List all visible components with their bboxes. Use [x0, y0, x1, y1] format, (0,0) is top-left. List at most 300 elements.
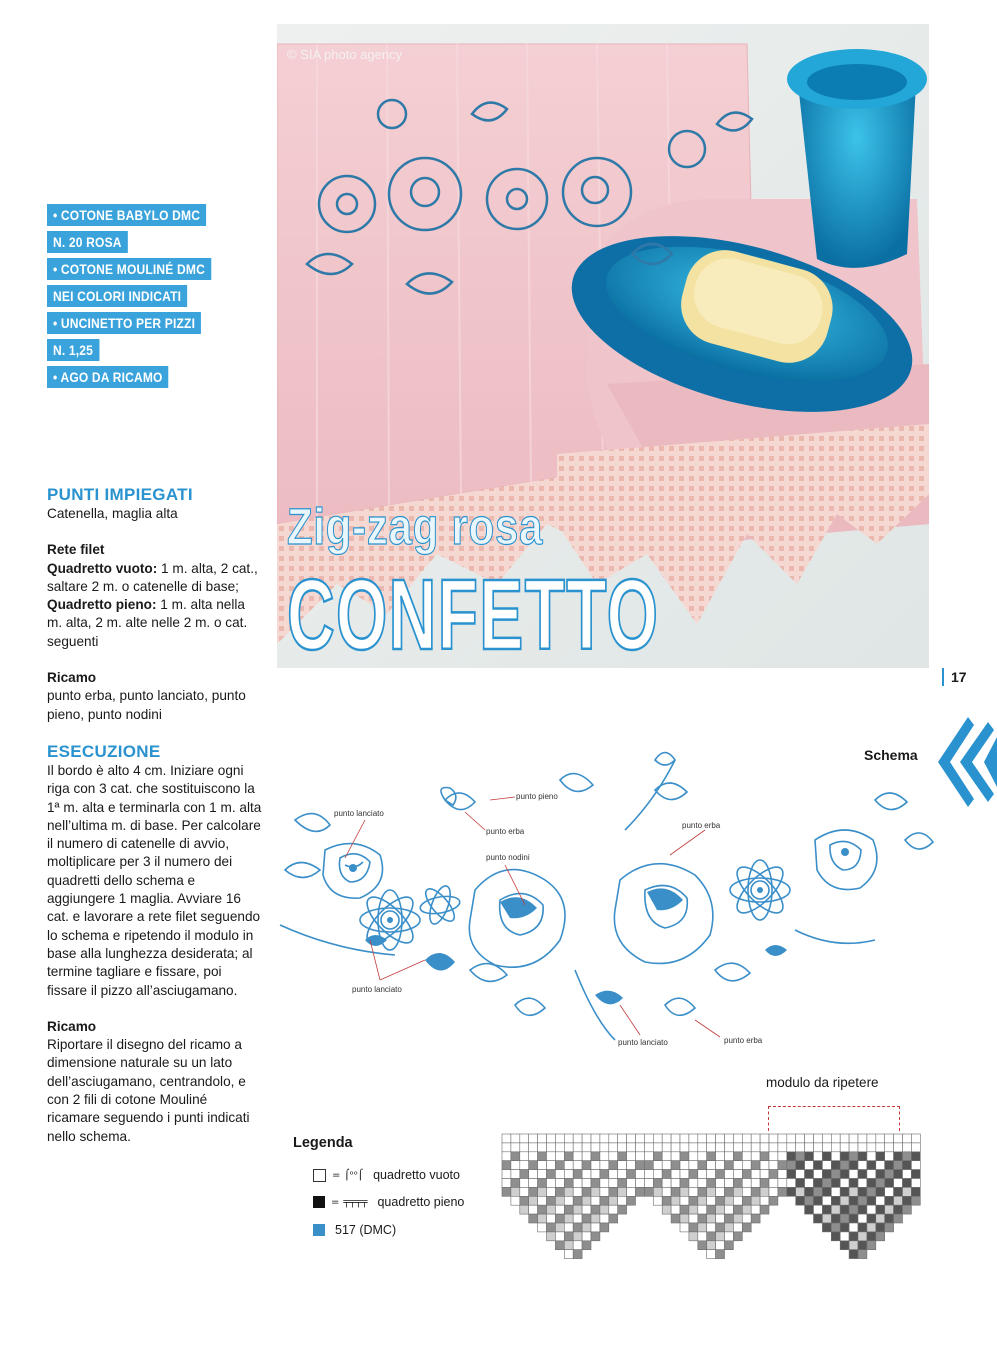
filet-cell	[538, 1143, 547, 1152]
filet-cell	[840, 1205, 849, 1214]
filet-cell	[858, 1152, 867, 1161]
filet-cell	[840, 1161, 849, 1170]
legend-vuoto-text: quadretto vuoto	[373, 1168, 460, 1182]
filet-cell	[680, 1161, 689, 1170]
material-tag: • COTONE MOULINÉ DMC	[47, 258, 211, 280]
filet-cell	[876, 1214, 885, 1223]
filet-cell	[760, 1205, 769, 1214]
empty-square-icon	[313, 1169, 326, 1182]
filet-cell	[814, 1143, 823, 1152]
filet-cell	[502, 1134, 511, 1143]
filet-cell	[903, 1170, 912, 1179]
filet-cell	[564, 1232, 573, 1241]
filet-cell	[591, 1205, 600, 1214]
filet-cell	[903, 1187, 912, 1196]
filet-cell	[867, 1232, 876, 1241]
filet-cell	[778, 1170, 787, 1179]
filet-cell	[831, 1196, 840, 1205]
filet-cell	[769, 1196, 778, 1205]
filet-cell	[600, 1205, 609, 1214]
filet-cell	[555, 1214, 564, 1223]
filet-cell	[680, 1196, 689, 1205]
filet-cell	[840, 1241, 849, 1250]
filet-cell	[733, 1143, 742, 1152]
filet-cell	[787, 1134, 796, 1143]
filet-cell	[671, 1170, 680, 1179]
filet-cell	[822, 1205, 831, 1214]
ricamo-stitches: punto erba, punto lanciato, punto pieno, punto nodini	[47, 688, 246, 722]
filet-cell	[698, 1196, 707, 1205]
filet-cell	[796, 1187, 805, 1196]
filet-cell	[849, 1187, 858, 1196]
filet-cell	[716, 1223, 725, 1232]
filet-cell	[671, 1152, 680, 1161]
filet-cell	[520, 1152, 529, 1161]
filet-cell	[636, 1143, 645, 1152]
filet-cell	[751, 1196, 760, 1205]
filet-cell	[787, 1143, 796, 1152]
filet-cell	[653, 1134, 662, 1143]
filet-cell	[876, 1223, 885, 1232]
filet-cell	[618, 1170, 627, 1179]
punti-intro: Catenella, maglia alta	[47, 506, 178, 521]
filet-cell	[529, 1205, 538, 1214]
filet-cell	[751, 1205, 760, 1214]
filet-cell	[911, 1179, 920, 1188]
filet-cell	[662, 1205, 671, 1214]
filet-cell	[662, 1152, 671, 1161]
filet-cell	[529, 1187, 538, 1196]
filet-cell	[805, 1161, 814, 1170]
filet-cell	[627, 1134, 636, 1143]
filet-cell	[547, 1214, 556, 1223]
filet-cell	[529, 1214, 538, 1223]
filet-cell	[760, 1161, 769, 1170]
filet-cell	[707, 1250, 716, 1259]
filet-cell	[573, 1232, 582, 1241]
filet-cell	[582, 1161, 591, 1170]
filet-cell	[547, 1179, 556, 1188]
filet-cell	[653, 1179, 662, 1188]
filet-cell	[858, 1143, 867, 1152]
filet-cell	[573, 1187, 582, 1196]
filet-cell	[716, 1250, 725, 1259]
filet-cell	[831, 1187, 840, 1196]
filet-cell	[769, 1170, 778, 1179]
filet-cell	[529, 1143, 538, 1152]
filet-cell	[885, 1143, 894, 1152]
filet-cell	[600, 1143, 609, 1152]
filet-cell	[725, 1161, 734, 1170]
filet-cell	[698, 1170, 707, 1179]
filet-cell	[867, 1143, 876, 1152]
label-punto-erba: punto erba	[724, 1036, 763, 1045]
filet-cell	[627, 1152, 636, 1161]
filet-cell	[858, 1170, 867, 1179]
filet-cell	[582, 1241, 591, 1250]
filet-cell	[609, 1187, 618, 1196]
filet-cell	[609, 1214, 618, 1223]
filet-cell	[831, 1214, 840, 1223]
filet-cell	[725, 1187, 734, 1196]
filet-cell	[840, 1179, 849, 1188]
filet-cell	[698, 1205, 707, 1214]
filled-square-icon	[313, 1196, 325, 1208]
filet-cell	[849, 1241, 858, 1250]
filet-cell	[520, 1187, 529, 1196]
filet-cell	[849, 1205, 858, 1214]
filet-cell	[698, 1179, 707, 1188]
filet-cell	[600, 1187, 609, 1196]
label-punto-lanciato: punto lanciato	[618, 1038, 668, 1047]
filet-cell	[680, 1187, 689, 1196]
filet-cell	[805, 1187, 814, 1196]
filet-cell	[564, 1143, 573, 1152]
filet-cell	[502, 1170, 511, 1179]
filet-cell	[600, 1223, 609, 1232]
filet-cell	[644, 1152, 653, 1161]
filet-cell	[662, 1179, 671, 1188]
filet-cell	[725, 1223, 734, 1232]
filet-cell	[582, 1170, 591, 1179]
filet-cell	[555, 1205, 564, 1214]
filet-cell	[876, 1187, 885, 1196]
filet-cell	[831, 1143, 840, 1152]
filet-cell	[573, 1250, 582, 1259]
filet-cell	[733, 1179, 742, 1188]
filet-cell	[876, 1196, 885, 1205]
page-number: 17	[942, 668, 967, 686]
filet-cell	[787, 1187, 796, 1196]
filet-cell	[573, 1161, 582, 1170]
filet-cell	[680, 1214, 689, 1223]
filet-cell	[796, 1143, 805, 1152]
filet-cell	[716, 1143, 725, 1152]
filet-cell	[644, 1161, 653, 1170]
filet-cell	[671, 1143, 680, 1152]
filet-cell	[894, 1196, 903, 1205]
filet-cell	[582, 1223, 591, 1232]
rose-center-left	[469, 870, 565, 968]
filet-cell	[894, 1205, 903, 1214]
filet-cell	[840, 1223, 849, 1232]
filet-cell	[742, 1161, 751, 1170]
filet-cell	[689, 1134, 698, 1143]
modulo-label: modulo da ripetere	[766, 1075, 879, 1090]
quadretto-vuoto-text: 1 m. alta, 2 cat., saltare 2 m. o catenelle di base;	[47, 560, 258, 594]
filet-cell	[644, 1170, 653, 1179]
photo-credit: © SIA photo agency	[287, 47, 403, 62]
filet-cell	[707, 1232, 716, 1241]
filet-cell	[787, 1152, 796, 1161]
filet-cell	[796, 1179, 805, 1188]
modulo-bracket	[768, 1106, 900, 1131]
filet-cell	[547, 1205, 556, 1214]
filet-cell	[573, 1196, 582, 1205]
filet-cell	[547, 1152, 556, 1161]
filet-cell	[698, 1161, 707, 1170]
filet-cell	[831, 1152, 840, 1161]
filet-cell	[555, 1232, 564, 1241]
filet-cell	[555, 1170, 564, 1179]
filet-cell	[911, 1187, 920, 1196]
filet-cell	[547, 1187, 556, 1196]
filet-cell	[680, 1143, 689, 1152]
filet-cell	[502, 1143, 511, 1152]
filet-cell	[858, 1134, 867, 1143]
filet-cell	[733, 1232, 742, 1241]
filet-cell	[733, 1196, 742, 1205]
filet-cell	[680, 1152, 689, 1161]
legend-eq: =	[331, 1196, 340, 1208]
filet-cell	[849, 1143, 858, 1152]
filet-cell	[520, 1205, 529, 1214]
filet-cell	[520, 1161, 529, 1170]
filet-cell	[591, 1143, 600, 1152]
filet-cell	[716, 1232, 725, 1241]
filet-cell	[653, 1196, 662, 1205]
filet-cell	[751, 1179, 760, 1188]
filet-cell	[778, 1143, 787, 1152]
filet-cell	[894, 1187, 903, 1196]
filet-cell	[627, 1143, 636, 1152]
punti-heading: PUNTI IMPIEGATI	[47, 485, 193, 504]
material-tag: • UNCINETTO PER PIZZI	[47, 312, 201, 334]
filet-cell	[600, 1152, 609, 1161]
filet-cell	[778, 1187, 787, 1196]
filet-cell	[769, 1143, 778, 1152]
filet-cell	[511, 1179, 520, 1188]
filet-cell	[867, 1223, 876, 1232]
filet-cell	[725, 1205, 734, 1214]
double-crochet-symbol-icon: ╤╤╤╤	[343, 1196, 368, 1208]
filet-cell	[511, 1161, 520, 1170]
filet-cell	[600, 1134, 609, 1143]
quadretto-vuoto-desc	[47, 560, 262, 597]
filet-cell	[591, 1214, 600, 1223]
filet-cell	[814, 1205, 823, 1214]
filet-cell	[707, 1187, 716, 1196]
legend-title: Legenda	[293, 1135, 353, 1151]
filet-cell	[582, 1143, 591, 1152]
filet-cell	[511, 1170, 520, 1179]
filet-cell	[849, 1179, 858, 1188]
filet-cell	[867, 1170, 876, 1179]
filet-cell	[600, 1214, 609, 1223]
filet-chart	[500, 1132, 925, 1272]
filet-cell	[555, 1241, 564, 1250]
filet-cell	[547, 1161, 556, 1170]
filet-cell	[805, 1170, 814, 1179]
filet-cell	[814, 1179, 823, 1188]
filet-cell	[849, 1232, 858, 1241]
filet-cell	[876, 1143, 885, 1152]
filet-cell	[644, 1187, 653, 1196]
filet-cell	[520, 1170, 529, 1179]
filet-cell	[609, 1170, 618, 1179]
filet-cell	[796, 1170, 805, 1179]
filet-cell	[769, 1152, 778, 1161]
filet-cell	[733, 1170, 742, 1179]
filet-cell	[547, 1170, 556, 1179]
filet-cell	[849, 1161, 858, 1170]
filet-cell	[716, 1161, 725, 1170]
filet-cell	[564, 1161, 573, 1170]
label-punto-erba: punto erba	[486, 827, 525, 836]
filet-cell	[725, 1170, 734, 1179]
filet-cell	[725, 1232, 734, 1241]
filet-cell	[742, 1223, 751, 1232]
filet-cell	[725, 1196, 734, 1205]
filet-cell	[822, 1187, 831, 1196]
filet-cell	[653, 1143, 662, 1152]
filet-cell	[555, 1223, 564, 1232]
filet-cell	[582, 1152, 591, 1161]
daisy-middle	[419, 883, 461, 926]
filet-cell	[538, 1161, 547, 1170]
filet-cell	[573, 1152, 582, 1161]
filet-cell	[822, 1179, 831, 1188]
filet-cell	[805, 1134, 814, 1143]
filet-cell	[725, 1134, 734, 1143]
filet-cell	[582, 1205, 591, 1214]
filet-cell	[911, 1143, 920, 1152]
filet-cell	[689, 1187, 698, 1196]
esecuzione-text: Il bordo è alto 4 cm. Iniziare ogni riga con 3 cat. che sostituiscono la 1ª m. alta e terminarla con 1 m. alta nell’ultima m. di base. Per calcolare il numero di catenelle di avvio, moltiplicare per 3 il numero dei quadretti dello schema e aggiungere 1 maglia. Avviare 16 cat. e lavorare a rete filet seguendo lo schema e ripetendo il modulo in base alla lunghezza desiderata; al termine tagliare e fissare, poi fissare il pizzo all’asciugamano.	[47, 762, 262, 998]
filet-cell	[662, 1187, 671, 1196]
filet-cell	[680, 1170, 689, 1179]
filet-cell	[680, 1134, 689, 1143]
filet-cell	[733, 1152, 742, 1161]
filet-cell	[751, 1134, 760, 1143]
filet-cell	[822, 1134, 831, 1143]
filet-cell	[698, 1241, 707, 1250]
filet-cell	[698, 1223, 707, 1232]
filet-cell	[689, 1205, 698, 1214]
filet-cell	[555, 1196, 564, 1205]
filet-cell	[885, 1214, 894, 1223]
filet-cell	[814, 1152, 823, 1161]
filet-cell	[876, 1232, 885, 1241]
filet-cell	[716, 1214, 725, 1223]
filet-cell	[885, 1223, 894, 1232]
filet-cell	[716, 1241, 725, 1250]
filet-cell	[502, 1179, 511, 1188]
filet-cell	[600, 1161, 609, 1170]
filet-cell	[733, 1223, 742, 1232]
filet-cell	[573, 1205, 582, 1214]
filet-cell	[822, 1161, 831, 1170]
filet-cell	[894, 1170, 903, 1179]
filet-cell	[911, 1134, 920, 1143]
filet-cell	[831, 1134, 840, 1143]
filet-cell	[911, 1196, 920, 1205]
filet-cell	[564, 1214, 573, 1223]
filet-cell	[858, 1179, 867, 1188]
filet-cell	[591, 1232, 600, 1241]
filet-cell	[751, 1214, 760, 1223]
filet-cell	[778, 1134, 787, 1143]
filet-cell	[751, 1152, 760, 1161]
filet-cell	[716, 1205, 725, 1214]
filet-cell	[529, 1179, 538, 1188]
ricamo-title: Ricamo	[47, 670, 97, 686]
quadretto-pieno-label: Quadretto pieno:	[47, 597, 157, 613]
filet-cell	[733, 1214, 742, 1223]
filet-cell	[903, 1196, 912, 1205]
filet-cell	[822, 1214, 831, 1223]
filet-cell	[582, 1134, 591, 1143]
filet-cell	[671, 1134, 680, 1143]
filet-cell	[751, 1170, 760, 1179]
filet-cell	[760, 1196, 769, 1205]
esecuzione-heading: ESECUZIONE	[47, 741, 161, 761]
filet-cell	[778, 1179, 787, 1188]
filet-cell	[689, 1223, 698, 1232]
filet-cell	[894, 1161, 903, 1170]
filet-cell	[769, 1134, 778, 1143]
filet-cell	[796, 1196, 805, 1205]
filet-cell	[840, 1232, 849, 1241]
filet-cell	[858, 1223, 867, 1232]
filet-cell	[591, 1187, 600, 1196]
filet-cell	[653, 1152, 662, 1161]
filet-cell	[760, 1170, 769, 1179]
filet-cell	[529, 1161, 538, 1170]
filet-cell	[582, 1196, 591, 1205]
label-punto-lanciato: punto lanciato	[352, 985, 402, 994]
filet-cell	[867, 1241, 876, 1250]
filet-cell	[609, 1152, 618, 1161]
filet-cell	[627, 1179, 636, 1188]
filet-cell	[689, 1161, 698, 1170]
filet-cell	[885, 1170, 894, 1179]
filet-cell	[520, 1134, 529, 1143]
filet-cell	[600, 1170, 609, 1179]
filet-cell	[849, 1250, 858, 1259]
filet-cell	[609, 1161, 618, 1170]
rete-filet-title: Rete filet	[47, 542, 105, 558]
filet-cell	[547, 1134, 556, 1143]
filet-cell	[564, 1250, 573, 1259]
filet-cell	[796, 1152, 805, 1161]
filet-cell	[627, 1170, 636, 1179]
filet-cell	[671, 1187, 680, 1196]
filet-cell	[689, 1214, 698, 1223]
filet-cell	[742, 1187, 751, 1196]
material-tag: NEI COLORI INDICATI	[47, 285, 187, 307]
filet-cell	[885, 1152, 894, 1161]
material-tag: N. 20 ROSA	[47, 231, 128, 253]
filet-cell	[547, 1232, 556, 1241]
filet-cell	[885, 1196, 894, 1205]
filet-cell	[591, 1223, 600, 1232]
filet-cell	[511, 1134, 520, 1143]
filet-cell	[814, 1214, 823, 1223]
filet-cell	[840, 1170, 849, 1179]
label-punto-pieno: punto pieno	[516, 792, 558, 801]
filet-cell	[564, 1179, 573, 1188]
filet-cell	[867, 1187, 876, 1196]
materials-list	[47, 204, 238, 393]
filet-cell	[707, 1196, 716, 1205]
filet-cell	[564, 1196, 573, 1205]
filet-cell	[555, 1179, 564, 1188]
filet-cell	[707, 1170, 716, 1179]
filet-cell	[707, 1152, 716, 1161]
filet-cell	[573, 1179, 582, 1188]
filet-cell	[814, 1170, 823, 1179]
